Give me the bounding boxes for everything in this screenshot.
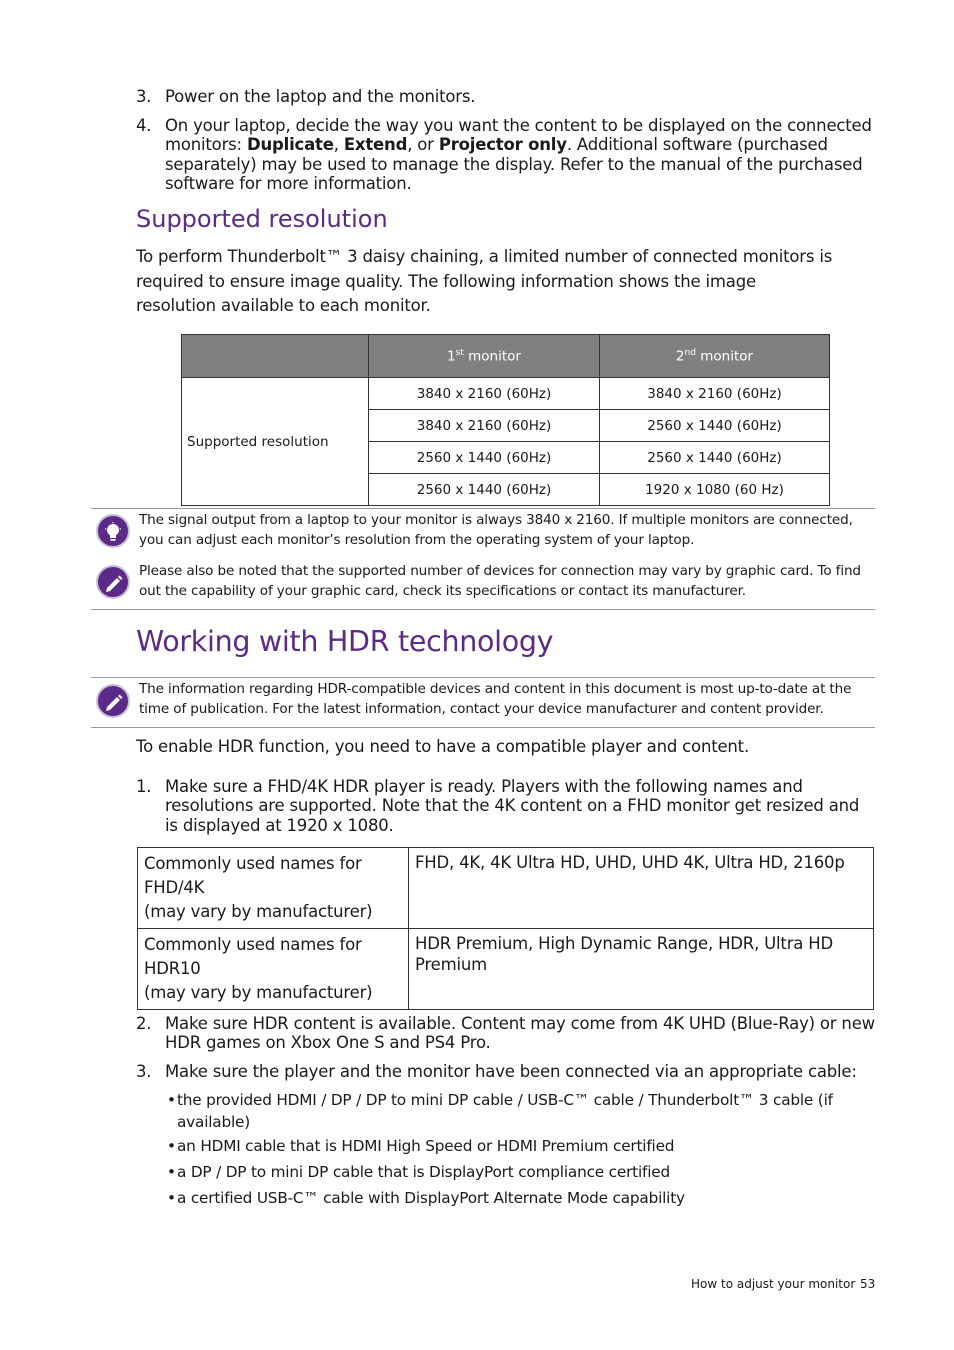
- header-number: 2: [675, 348, 685, 365]
- step-number: 3.: [136, 87, 152, 106]
- cable-bullet: [167, 1136, 867, 1158]
- bullet-text: the provided HDMI / DP / DP to mini DP cable / USB-C™ cable / Thunderbolt™ 3 cable (if available): [177, 1091, 833, 1131]
- resolution-table: [181, 334, 830, 506]
- step-text: Make sure a FHD/4K HDR player is ready. Players with the following names and resolutions are supported. Note that the 4K content on a FHD monitor get resized and is displayed at 1920 x 1080.: [165, 777, 860, 835]
- note-divider-bottom: [91, 609, 875, 610]
- note-text: The information regarding HDR-compatible devices and content in this document is most up-to-date at the time of publication. For the latest information, contact your device manufacturer and content provider.: [139, 681, 852, 717]
- note-text: The signal output from a laptop to your monitor is always 3840 x 2160. If multiple monitors are connected, you can adjust each monitor’s resolution from the operating system of your laptop.: [139, 512, 853, 548]
- header-number: 1: [447, 348, 456, 365]
- table-cell: 3840 x 2160 (60Hz): [369, 410, 600, 442]
- hdr-step-3: [136, 1062, 876, 1081]
- step-number: 1.: [136, 777, 152, 796]
- step-text: Make sure HDR content is available. Content may come from 4K UHD (Blue-Ray) or new HDR games on Xbox One S and PS4 Pro.: [165, 1014, 875, 1053]
- label-line: Commonly used names for: [144, 854, 362, 873]
- label-line: HDR10: [144, 959, 201, 978]
- bullet-text: an HDMI cable that is HDMI High Speed or HDMI Premium certified: [177, 1137, 675, 1155]
- label-line: (may vary by manufacturer): [144, 983, 373, 1002]
- resolution-table-header-row: [182, 335, 830, 378]
- projector-only-term: Projector only: [438, 135, 567, 155]
- bullet-mark: •: [167, 1189, 176, 1207]
- step-number: 4.: [136, 116, 152, 135]
- step-4-display-mode: [136, 116, 876, 193]
- cable-bullet: [167, 1162, 867, 1184]
- supported-resolution-heading: Supported resolution: [136, 205, 388, 233]
- cable-bullet: [167, 1188, 867, 1210]
- hdr-intro: To enable HDR function, you need to have a compatible player and content.: [136, 737, 749, 756]
- step-number: 2.: [136, 1014, 152, 1033]
- step-text-part: On your laptop, decide the way you want the content to be displayed on the connected monitors:: [165, 116, 872, 155]
- lightbulb-icon: [96, 514, 130, 548]
- label-line: Commonly used names for: [144, 935, 362, 954]
- page-number: 53: [860, 1277, 876, 1291]
- header-label: monitor: [695, 348, 754, 365]
- cable-bullet: [167, 1090, 867, 1133]
- step-3-power-on: [136, 87, 876, 106]
- note-divider-top: [91, 677, 875, 678]
- separator: ,: [333, 135, 344, 155]
- names-label-cell: [138, 929, 409, 1010]
- table-row: [138, 848, 874, 929]
- table-cell: 2560 x 1440 (60Hz): [369, 442, 600, 474]
- names-value-cell: HDR Premium, High Dynamic Range, HDR, Ultra HD Premium: [409, 929, 874, 1010]
- bullet-mark: •: [167, 1091, 176, 1109]
- table-cell: 1920 x 1080 (60 Hz): [600, 474, 830, 506]
- table-cell: 2560 x 1440 (60Hz): [600, 442, 830, 474]
- separator: , or: [407, 135, 439, 155]
- step-text-part: . Additional software (purchased separately) may be used to manage the display. Refer to the manual of the purchased software for more information.: [165, 135, 863, 193]
- step-text: [165, 116, 876, 193]
- footer-section-title: How to adjust your monitor: [691, 1277, 856, 1291]
- hdr-names-table: [137, 847, 874, 1010]
- supported-resolution-paragraph: To perform Thunderbolt™ 3 daisy chaining, a limited number of connected monitors is required to ensure image quality. The following information shows the image resolution available to each monitor.: [136, 247, 833, 315]
- label-line: FHD/4K: [144, 878, 205, 897]
- bullet-mark: •: [167, 1137, 176, 1155]
- table-row: [138, 929, 874, 1010]
- table-cell: 2560 x 1440 (60Hz): [600, 410, 830, 442]
- table-cell: 3840 x 2160 (60Hz): [369, 378, 600, 410]
- table-cell: 2560 x 1440 (60Hz): [369, 474, 600, 506]
- bullet-mark: •: [167, 1163, 176, 1181]
- hdr-step-2: [136, 1014, 876, 1053]
- hdr-heading: Working with HDR technology: [136, 625, 554, 658]
- table-cell: 3840 x 2160 (60Hz): [600, 378, 830, 410]
- step-text: Make sure the player and the monitor have been connected via an appropriate cable:: [165, 1062, 857, 1081]
- note-divider-bottom: [91, 727, 875, 728]
- note-text: Please also be noted that the supported number of devices for connection may vary by graphic card. To find out the capability of your graphic card, check its specifications or contact its manufacturer.: [139, 563, 861, 599]
- pencil-icon: [96, 684, 130, 718]
- extend-term: Extend: [343, 135, 408, 155]
- label-line: (may vary by manufacturer): [144, 902, 373, 921]
- bullet-text: a certified USB-C™ cable with DisplayPort Alternate Mode capability: [177, 1189, 685, 1207]
- note-divider-top: [91, 508, 875, 509]
- names-value-cell: FHD, 4K, 4K Ultra HD, UHD, UHD 4K, Ultra HD, 2160p: [409, 848, 874, 929]
- empty-header-cell: [182, 335, 369, 378]
- header-ordinal: nd: [684, 347, 696, 358]
- duplicate-term: Duplicate: [246, 135, 334, 155]
- header-label: monitor: [463, 348, 521, 365]
- step-number: 3.: [136, 1062, 152, 1081]
- table-row: [182, 378, 830, 410]
- first-monitor-header: [369, 335, 600, 378]
- step-text: Power on the laptop and the monitors.: [165, 87, 476, 106]
- second-monitor-header: [600, 335, 830, 378]
- header-ordinal: st: [455, 347, 464, 358]
- bullet-text: a DP / DP to mini DP cable that is DisplayPort compliance certified: [177, 1163, 670, 1181]
- names-label-cell: [138, 848, 409, 929]
- pencil-icon: [96, 565, 130, 599]
- supported-resolution-row-header: Supported resolution: [182, 378, 369, 506]
- hdr-step-1: [136, 777, 876, 835]
